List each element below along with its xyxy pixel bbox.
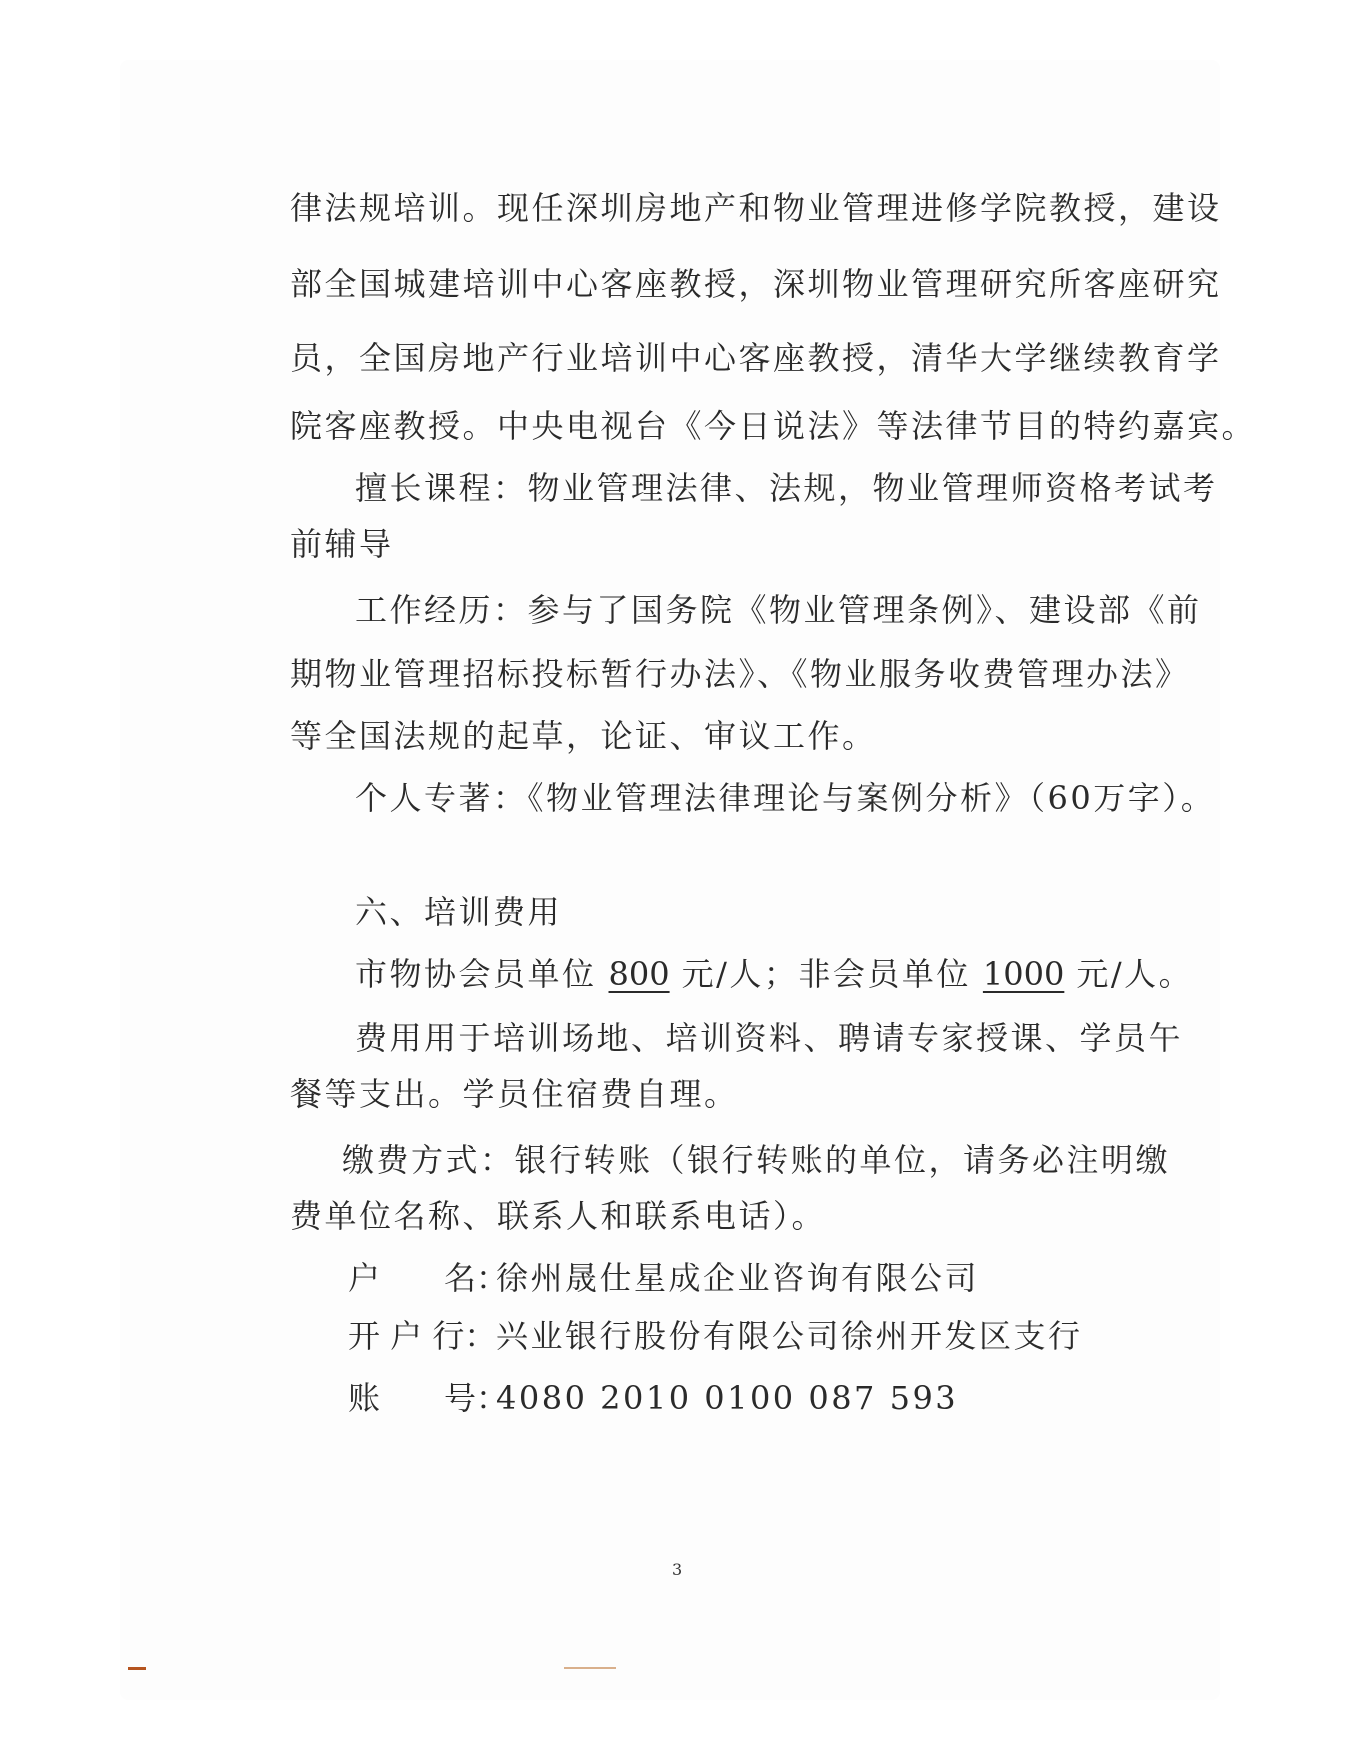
payment-line-1: 缴费方式：银行转账（银行转账的单位，请务必注明缴 (342, 1141, 1171, 1179)
bio-line-3: 员，全国房地产行业培训中心客座教授，清华大学继续教育学 (290, 339, 1222, 377)
bio-line-4: 院客座教授。中央电视台《今日说法》等法律节目的特约嘉宾。 (290, 407, 1257, 445)
bio-line-2: 部全国城建培训中心客座教授，深圳物业管理研究所客座研究 (290, 265, 1222, 303)
fee-line (355, 954, 1193, 994)
experience-line-3: 等全国法规的起草，论证、审议工作。 (290, 717, 877, 755)
nonmember-amount: 1000 (982, 955, 1065, 993)
usage-line-1: 费用用于培训场地、培训资料、聘请专家授课、学员午 (355, 1019, 1184, 1057)
member-label: 市物协会员单位 (355, 955, 597, 993)
bank-branch-value: 兴业银行股份有限公司徐州开发区支行 (496, 1317, 1083, 1355)
bank-account-label: 账 号： (348, 1379, 509, 1417)
bank-name-row (348, 1258, 979, 1298)
scan-edge-mark (564, 1667, 616, 1669)
courses-line-2: 前辅导 (290, 525, 394, 563)
usage-line-2: 餐等支出。学员住宿费自理。 (290, 1075, 739, 1113)
bank-name-label: 户 名： (348, 1259, 509, 1297)
courses-line-1: 擅长课程：物业管理法律、法规，物业管理师资格考试考 (355, 469, 1218, 507)
page-number: 3 (672, 1560, 683, 1579)
member-amount: 800 (608, 955, 670, 993)
nonmember-unit: 元/人。 (1076, 955, 1194, 993)
bank-branch-row (348, 1316, 1083, 1356)
fees-heading: 六、培训费用 (355, 893, 563, 931)
bank-name-value: 徐州晟仕星成企业咨询有限公司 (496, 1259, 980, 1297)
experience-line-1: 工作经历：参与了国务院《物业管理条例》、建设部《前 (355, 591, 1202, 629)
payment-line-2: 费单位名称、联系人和联系电话）。 (290, 1197, 827, 1235)
bank-account-value: 4080 2010 0100 087 593 (496, 1379, 959, 1417)
bank-account-row (348, 1378, 958, 1418)
scan-edge-mark (128, 1667, 146, 1670)
bank-branch-label: 开 户 行： (348, 1317, 497, 1355)
member-unit: 元/人；非会员单位 (681, 955, 971, 993)
experience-line-2: 期物业管理招标投标暂行办法》、《物业服务收费管理办法》 (290, 655, 1190, 693)
bio-line-1: 律法规培训。现任深圳房地产和物业管理进修学院教授，建设 (290, 189, 1222, 227)
book-line: 个人专著：《物业管理法律理论与案例分析》（60万字）。 (355, 779, 1216, 817)
